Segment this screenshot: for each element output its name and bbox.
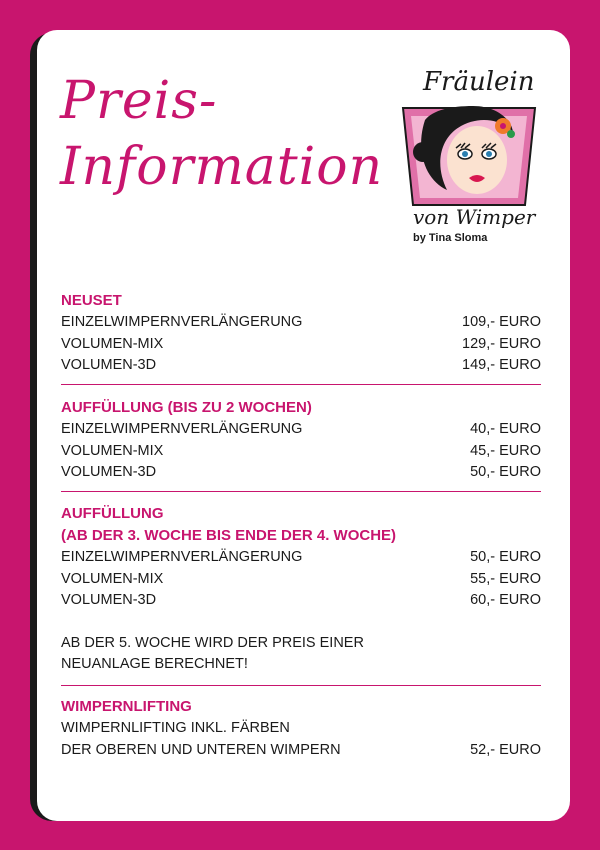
- price-row: [61, 312, 541, 334]
- row-price: 109,- EURO: [462, 314, 541, 330]
- section-wimpernlifting: [61, 696, 541, 761]
- row-price: 52,- EURO: [470, 741, 541, 758]
- price-row: [61, 569, 541, 591]
- price-row: [61, 419, 541, 441]
- logo-line-1: Fräulein: [423, 67, 535, 97]
- row-price: 55,- EURO: [470, 570, 541, 587]
- brand-logo: [385, 60, 545, 250]
- row-price: 149,- EURO: [462, 357, 541, 373]
- row-label: VOLUMEN-3D: [61, 357, 157, 373]
- divider: [61, 384, 541, 385]
- row-price: 45,- EURO: [470, 442, 541, 459]
- section-auffuellung-3-4-wochen: [61, 503, 541, 676]
- note-line-1: AB DER 5. WOCHE WIRD DER PREIS EINER: [61, 634, 364, 651]
- description-row: [61, 718, 541, 740]
- section-heading: AUFFÜLLUNG (BIS ZU 2 WOCHEN): [61, 399, 312, 416]
- section-heading: WIMPERNLIFTING: [61, 698, 192, 715]
- price-row: [61, 740, 541, 762]
- price-row: [61, 462, 541, 484]
- section-auffuellung-2-wochen: [61, 397, 541, 484]
- row-price: 129,- EURO: [462, 335, 541, 352]
- page-title: [60, 68, 383, 200]
- divider: [61, 491, 541, 492]
- row-label: VOLUMEN-3D: [61, 592, 157, 608]
- row-label: VOLUMEN-3D: [61, 464, 157, 480]
- row-label: EINZELWIMPERNVERLÄNGERUNG: [61, 549, 303, 565]
- section-heading-line-2: (AB DER 3. WOCHE BIS ENDE DER 4. WOCHE): [61, 527, 397, 544]
- section-heading: NEUSET: [61, 292, 122, 309]
- price-row: [61, 334, 541, 356]
- section-neuset: [61, 290, 541, 377]
- row-label: EINZELWIMPERNVERLÄNGERUNG: [61, 314, 303, 330]
- logo-line-3: by Tina Sloma: [413, 232, 488, 244]
- row-label: DER OBEREN UND UNTEREN WIMPERN: [61, 741, 341, 758]
- price-row: [61, 441, 541, 463]
- section-heading-line-1: AUFFÜLLUNG: [61, 505, 164, 522]
- row-label: EINZELWIMPERNVERLÄNGERUNG: [61, 421, 303, 437]
- divider: [61, 685, 541, 686]
- price-row: [61, 590, 541, 612]
- row-price: 40,- EURO: [470, 421, 541, 437]
- row-price: 50,- EURO: [470, 464, 541, 480]
- row-price: 60,- EURO: [470, 592, 541, 608]
- row-label: VOLUMEN-MIX: [61, 335, 164, 352]
- row-label: VOLUMEN-MIX: [61, 442, 164, 459]
- title-line-2: Information: [60, 137, 384, 197]
- row-label: WIMPERNLIFTING INKL. FÄRBEN: [61, 720, 290, 736]
- row-price: 50,- EURO: [470, 549, 541, 565]
- logo-line-2: von Wimper: [413, 205, 536, 229]
- row-label: VOLUMEN-MIX: [61, 570, 164, 587]
- price-row: [61, 355, 541, 377]
- pinup-lady-face-icon: [385, 60, 545, 250]
- note-line-2: NEUANLAGE BERECHNET!: [61, 656, 248, 672]
- title-line-1: Preis-: [60, 71, 218, 131]
- price-row: [61, 547, 541, 569]
- spacer: [61, 612, 541, 633]
